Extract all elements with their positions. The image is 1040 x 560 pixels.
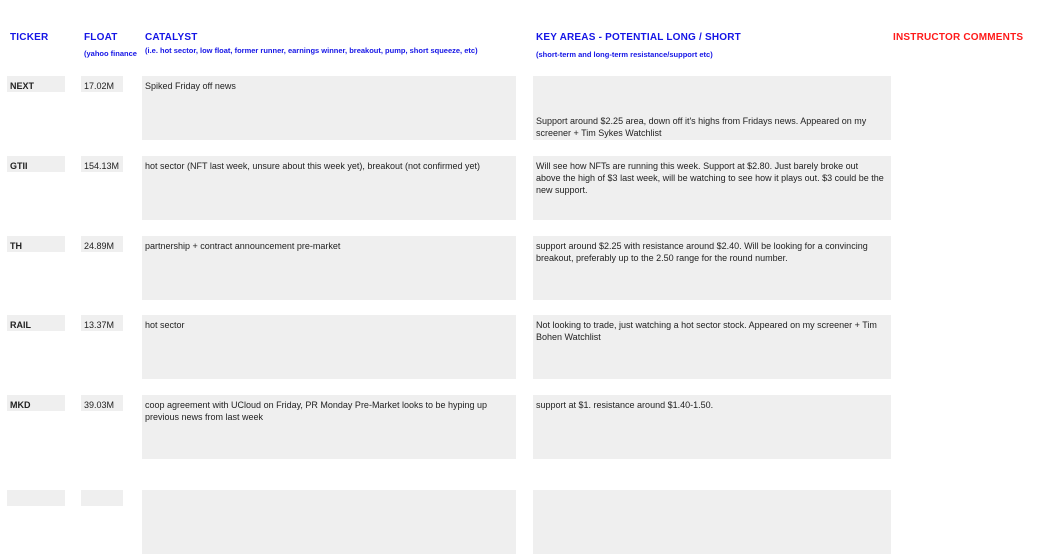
- header-ticker: TICKER: [10, 32, 49, 43]
- catalyst-cell[interactable]: hot sector (NFT last week, unsure about this week yet), breakout (not confirmed yet): [142, 156, 516, 220]
- ticker-cell[interactable]: RAIL: [7, 315, 65, 331]
- catalyst-cell[interactable]: Spiked Friday off news: [142, 76, 516, 140]
- header-catalyst-sub: (i.e. hot sector, low float, former runner, earnings winner, breakout, pump, short squeeze, etc): [145, 46, 478, 55]
- ticker-cell[interactable]: MKD: [7, 395, 65, 411]
- header-key-areas-sub: (short-term and long-term resistance/support etc): [536, 50, 713, 59]
- header-float-sub: (yahoo finance: [84, 49, 137, 58]
- catalyst-cell[interactable]: coop agreement with UCloud on Friday, PR Monday Pre-Market looks to be hyping up previous news from last week: [142, 395, 516, 459]
- float-cell[interactable]: 24.89M: [81, 236, 123, 252]
- catalyst-cell[interactable]: partnership + contract announcement pre-market: [142, 236, 516, 300]
- header-key-areas: KEY AREAS - POTENTIAL LONG / SHORT: [536, 32, 741, 43]
- key-areas-cell[interactable]: Support around $2.25 area, down off it's highs from Fridays news. Appeared on my screener + Tim Sykes Watchlist: [533, 76, 891, 140]
- float-cell[interactable]: 17.02M: [81, 76, 123, 92]
- key-areas-cell[interactable]: support around $2.25 with resistance around $2.40. Will be looking for a convincing breakout, preferably up to the 2.50 range for the round number.: [533, 236, 891, 300]
- ticker-cell[interactable]: [7, 490, 65, 506]
- float-cell[interactable]: [81, 490, 123, 506]
- key-areas-cell[interactable]: support at $1. resistance around $1.40-1.50.: [533, 395, 891, 459]
- ticker-cell[interactable]: GTII: [7, 156, 65, 172]
- header-catalyst: CATALYST: [145, 32, 198, 43]
- header-float: FLOAT: [84, 32, 118, 43]
- float-cell[interactable]: 154.13M: [81, 156, 123, 172]
- float-cell[interactable]: 39.03M: [81, 395, 123, 411]
- ticker-cell[interactable]: NEXT: [7, 76, 65, 92]
- header-instructor-comments: INSTRUCTOR COMMENTS: [893, 32, 1024, 43]
- key-areas-cell[interactable]: Not looking to trade, just watching a hot sector stock. Appeared on my screener + Tim Bohen Watchlist: [533, 315, 891, 379]
- float-cell[interactable]: 13.37M: [81, 315, 123, 331]
- ticker-cell[interactable]: TH: [7, 236, 65, 252]
- catalyst-cell[interactable]: hot sector: [142, 315, 516, 379]
- key-areas-cell[interactable]: Will see how NFTs are running this week. Support at $2.80. Just barely broke out above the high of $3 last week, will be watching to see how it plays out. $3 could be the new support.: [533, 156, 891, 220]
- catalyst-cell[interactable]: [142, 490, 516, 554]
- key-areas-cell[interactable]: [533, 490, 891, 554]
